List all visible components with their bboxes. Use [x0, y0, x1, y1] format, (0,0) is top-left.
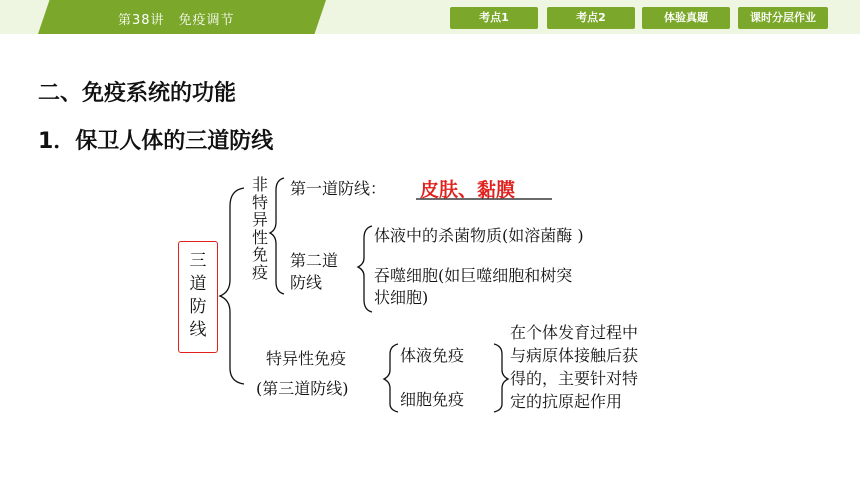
first-line-answer: 皮肤、黏膜: [420, 179, 516, 201]
specific-note-4: 定的抗原起作用: [510, 392, 623, 411]
section-heading: 二、免疫系统的功能: [38, 81, 237, 106]
second-line-label-1: 第二道: [290, 251, 339, 270]
first-line-label: 第一道防线：: [290, 179, 387, 198]
root-label: 三道防线: [189, 251, 207, 340]
cellular-immunity: 细胞免疫: [400, 390, 465, 409]
specific-note-3: 得的，主要针对特: [510, 369, 639, 388]
second-line-brace: [358, 226, 372, 312]
second-item-2-line1: 吞噬细胞(如巨噬细胞和树突: [374, 266, 573, 285]
lesson-title: 第38讲 免疫调节: [118, 13, 235, 28]
humoral-immunity: 体液免疫: [400, 346, 465, 365]
tab-kaodian-1[interactable]: 考点1: [450, 7, 538, 29]
specific-note-brace: [494, 344, 508, 412]
second-item-1: 体液中的杀菌物质(如溶菌酶 ): [374, 226, 584, 245]
tab-real-exam[interactable]: 体验真题: [642, 7, 730, 29]
subheading: 1．保卫人体的三道防线: [38, 129, 274, 154]
specific-label-1: 特异性免疫: [266, 349, 347, 368]
specific-brace: [384, 344, 398, 412]
root-brace: [220, 188, 244, 384]
root-box: [178, 241, 218, 353]
tab-kaodian-2[interactable]: 考点2: [547, 7, 635, 29]
nonspecific-brace: [270, 178, 284, 294]
second-item-2-line2: 状细胞): [374, 288, 429, 307]
specific-note-2: 与病原体接触后获: [510, 346, 639, 365]
specific-note-1: 在个体发育过程中: [510, 323, 639, 342]
second-line-label-2: 防线: [290, 273, 323, 292]
nonspecific-label: 非特异性免疫: [251, 175, 268, 282]
specific-label-2: (第三道防线): [256, 379, 349, 398]
tab-homework[interactable]: 课时分层作业: [738, 7, 828, 29]
